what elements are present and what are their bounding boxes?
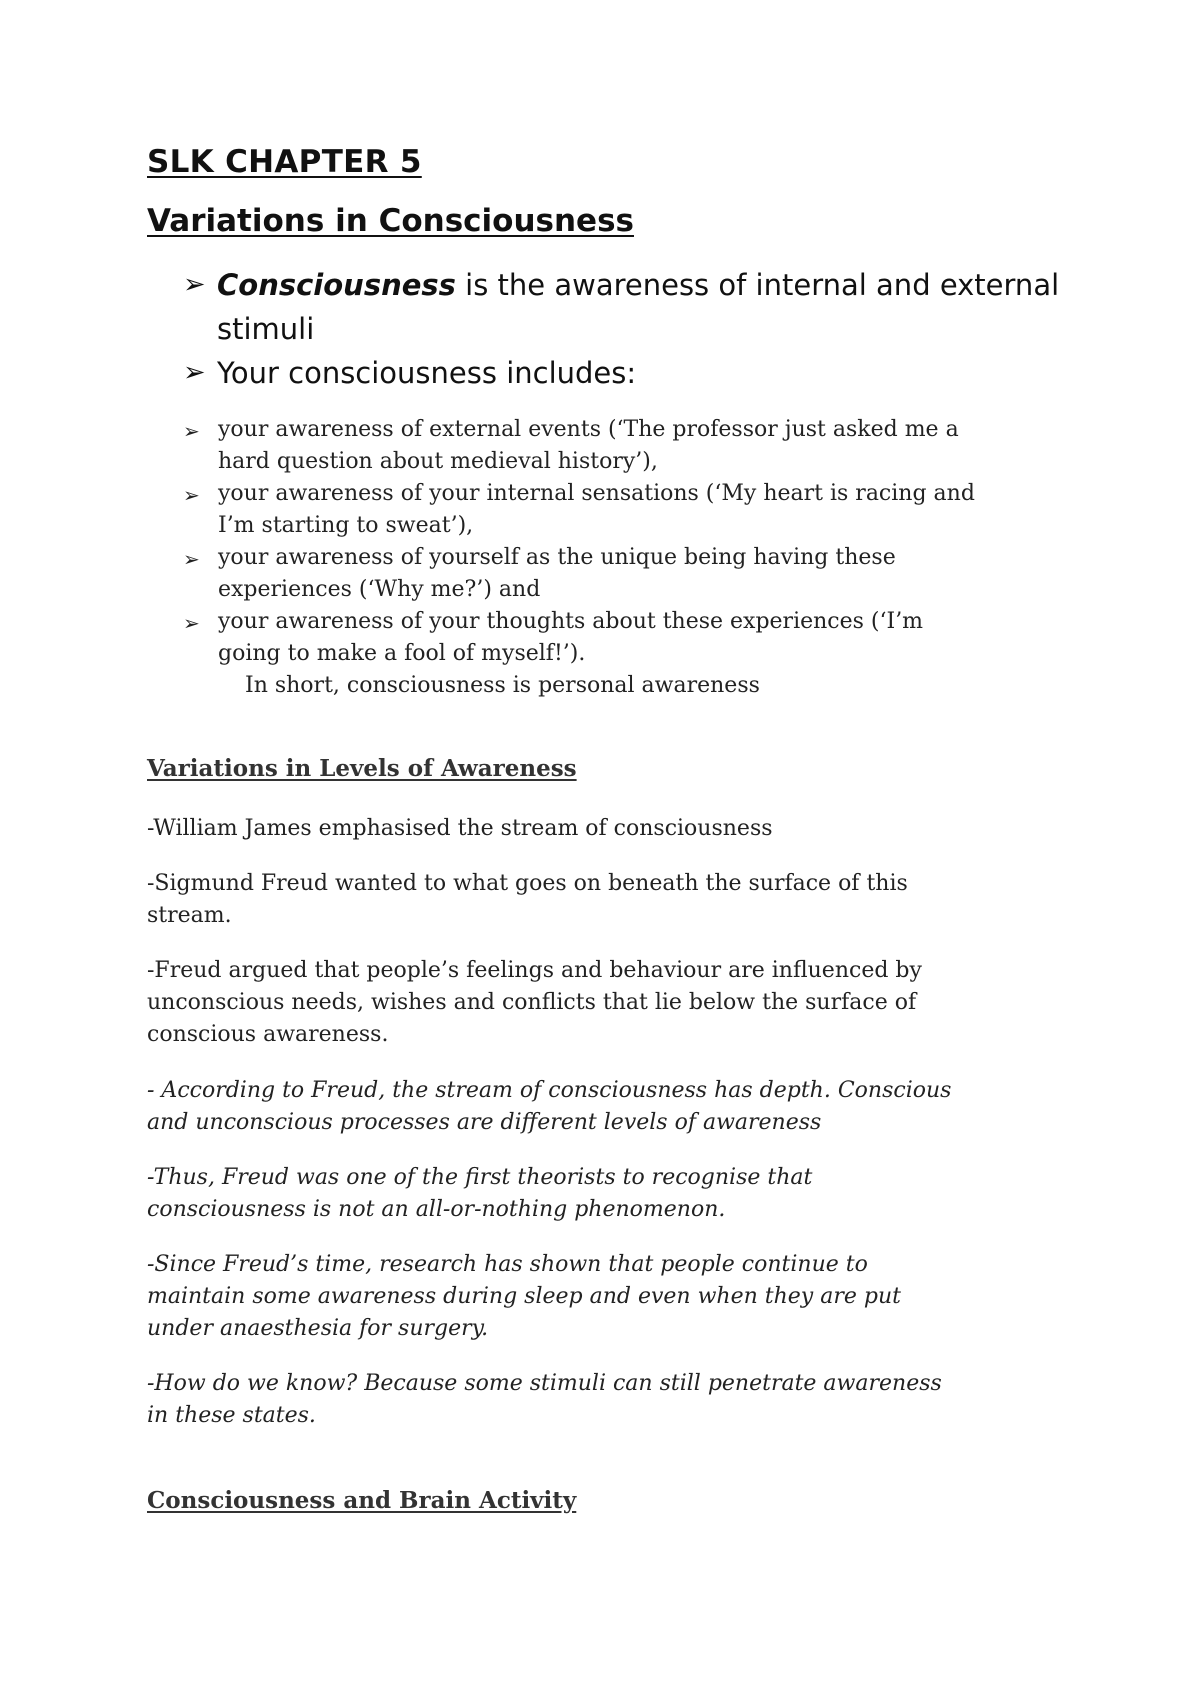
section-heading-brain-activity: Consciousness and Brain Activity [147,1487,577,1514]
main-bullet-item [183,263,1063,351]
section-heading-levels-of-awareness: Variations in Levels of Awareness [147,755,577,782]
paragraph: -Freud argued that people’s feelings and behaviour are influenced by unconscious needs, wishes and conflicts that lie below the surface of conscious awareness. [147,958,922,1047]
arrowhead-bullet-icon: ➢ [183,357,206,388]
sub-bullet-item [183,478,983,542]
sub-bullet-text: your awareness of external events (‘The professor just asked me a hard question about medieval history’), [218,417,959,474]
main-bullet-item [183,351,1063,395]
document-subtitle: Variations in Consciousness [147,203,634,239]
italic-paragraph: -Since Freud’s time, research has shown that people continue to maintain some awareness during sleep and even when they are put under anaesthesia for surgery. [147,1252,901,1341]
paragraph: -Sigmund Freud wanted to what goes on beneath the surface of this stream. [147,871,908,928]
italic-paragraph: - According to Freud, the stream of consciousness has depth. Conscious and unconscious processes are different levels of awareness [147,1078,952,1135]
bullet-text: is the awareness of internal and external stimuli [217,268,1060,346]
arrowhead-bullet-icon: ➢ [183,419,200,443]
arrowhead-bullet-icon: ➢ [183,611,200,635]
arrowhead-bullet-icon: ➢ [183,547,200,571]
sub-bullet-item [183,542,983,606]
sub-bullet-item [183,414,983,478]
arrowhead-bullet-icon: ➢ [183,269,206,300]
sub-bullet-text: your awareness of yourself as the unique being having these experiences (‘Why me?’) and [218,545,896,602]
italic-paragraph: -How do we know? Because some stimuli can still penetrate awareness in these states. [147,1371,942,1428]
sub-bullet-list [183,414,983,670]
sub-bullet-item [183,606,983,670]
sub-bullet-text: your awareness of your internal sensations (‘My heart is racing and I’m starting to sweat’), [218,481,975,538]
bold-term: Consciousness [217,268,456,302]
bullet-text: Your consciousness includes: [217,356,637,390]
document-title: SLK CHAPTER 5 [147,144,422,180]
main-bullet-list [183,263,1063,395]
paragraph: -William James emphasised the stream of consciousness [147,816,773,841]
summary-line: In short, consciousness is personal awareness [245,673,760,698]
arrowhead-bullet-icon: ➢ [183,483,200,507]
italic-paragraph: -Thus, Freud was one of the first theorists to recognise that consciousness is not an all-or-nothing phenomenon. [147,1165,813,1222]
sub-bullet-text: your awareness of your thoughts about these experiences (‘I’m going to make a fool of myself!’). [218,609,924,666]
